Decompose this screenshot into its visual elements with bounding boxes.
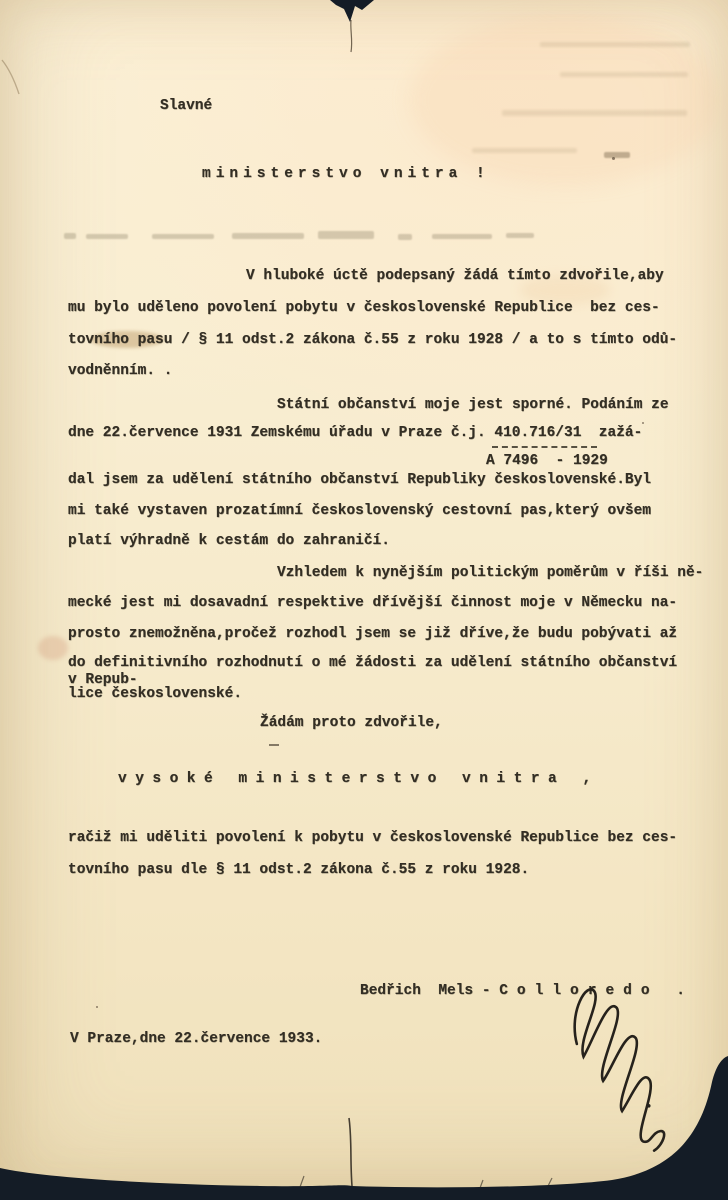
body-line-suffix: zažá-	[581, 425, 643, 441]
dateline: V Praze,dne 22.července 1933.	[70, 1031, 323, 1047]
body-line: mecké jest mi dosavadní respektive dřívější činnost moje v Německu na-	[68, 595, 678, 611]
body-line: mu bylo uděleno povolení pobytu v československé Republice bez ces-	[68, 300, 660, 316]
body-line-with-reference	[68, 424, 642, 442]
request-intro: Žádám proto zdvořile,	[260, 715, 443, 731]
body-line: do definitivního rozhodnutí o mé žádosti za udělení státního občanství	[68, 655, 678, 671]
ghost-text-line	[318, 231, 374, 239]
file-number: A 7496 - 1929	[486, 453, 608, 469]
body-line: mi také vystaven prozatímní československý cestovní pas,který ovšem	[68, 503, 651, 519]
speck	[612, 157, 615, 160]
body-line: vodněnním. .	[68, 363, 173, 379]
body-line: prosto znemožněna,pročež rozhodl jsem se již dříve,že budu pobývati až	[68, 626, 678, 642]
stray-dash-mark	[269, 744, 279, 746]
ghost-text-line	[506, 233, 534, 238]
salutation: Slavné	[160, 98, 213, 114]
request-addressee-heading: vysoké ministerstvo vnitra ,	[118, 771, 600, 787]
body-line: V hluboké úctě podepsaný žádá tímto zdvořile,aby	[246, 268, 664, 284]
addressee-heading: ministerstvo vnitra !	[202, 166, 490, 182]
ghost-text-line	[152, 234, 214, 239]
signature-name-plain: Bedřich Mels -	[360, 983, 500, 999]
body-line: tovního pasu / § 11 odst.2 zákona č.55 z roku 1928 / a to s tímto odů-	[68, 332, 678, 348]
body-line: tovního pasu dle § 11 odst.2 zákona č.55 z roku 1928.	[68, 862, 530, 878]
ghost-text-line	[86, 234, 128, 239]
reference-number: 410.716/31	[494, 425, 582, 441]
speck	[96, 1006, 98, 1008]
body-line: lice československé.	[68, 686, 243, 702]
ghost-text-line	[232, 233, 304, 239]
ink-stain	[38, 636, 68, 660]
handwritten-signature	[543, 976, 703, 1190]
body-line: platí výhradně k cestám do zahraničí.	[68, 533, 390, 549]
signature-name-spaced: Colloredo .	[499, 983, 694, 999]
ghost-text-line	[432, 234, 492, 239]
body-line: Státní občanství moje jest sporné. Podáním ze	[277, 397, 669, 413]
body-line: dal jsem za udělení státního občanství Republiky československé.Byl	[68, 472, 651, 488]
paper-discoloration	[410, 15, 720, 185]
body-line-prefix: dne 22.července 1931 Zemskému úřadu v Praze č.j.	[68, 425, 495, 441]
ghost-text-line	[398, 234, 412, 240]
body-line: v Repub-	[68, 672, 138, 688]
body-line: Vzhledem k nynějším politickým poměrům v říši ně-	[277, 565, 704, 581]
body-line: račiž mi uděliti povolení k pobytu v československé Republice bez ces-	[68, 830, 678, 846]
ghost-text-line	[64, 233, 76, 239]
